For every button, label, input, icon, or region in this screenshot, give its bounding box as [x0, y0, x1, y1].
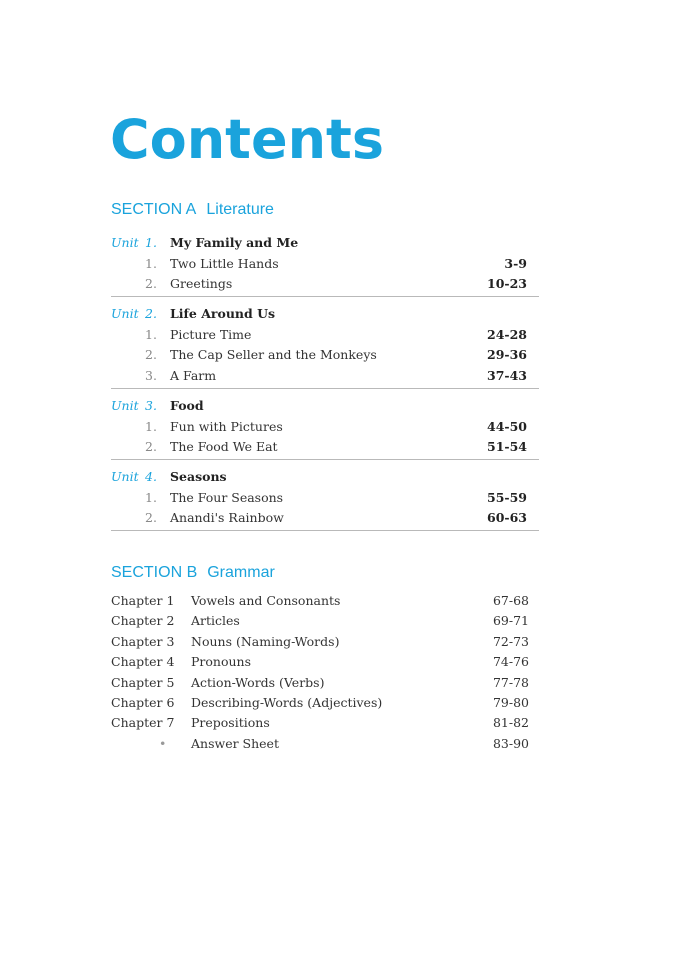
page-title: Contents [110, 108, 385, 171]
lesson-title: Two Little Hands [170, 255, 279, 271]
chapter-title: Articles [191, 613, 240, 629]
chapter-row [111, 632, 529, 652]
chapter-row [111, 611, 529, 631]
section-a-heading [111, 200, 274, 220]
lesson-index: 2. [145, 510, 157, 526]
unit-block [111, 467, 539, 531]
unit-title: Life Around Us [170, 306, 276, 322]
chapter-pages: 83-90 [492, 735, 529, 751]
unit-title: Seasons [170, 468, 227, 484]
chapter-title: Vowels and Consonants [191, 593, 341, 608]
unit-number: 1. [145, 235, 157, 250]
lesson-index: 2. [145, 439, 157, 455]
unit-header [111, 467, 539, 488]
lesson-index: 1. [145, 255, 157, 271]
unit-header [111, 304, 539, 325]
section-a-name: Literature [206, 201, 274, 218]
chapter-title: Action-Words (Verbs) [191, 674, 325, 690]
lesson-pages: 24-28 [487, 326, 527, 342]
unit-word: Unit [111, 468, 139, 484]
chapter-label: Chapter 4 [111, 654, 175, 670]
lesson-index: 2. [145, 347, 157, 363]
lesson-index: 1. [145, 418, 157, 434]
section-b-name: Grammar [207, 564, 275, 581]
unit-number: 4. [145, 468, 157, 484]
lesson-index: 3. [145, 368, 157, 384]
lesson-index: 2. [145, 276, 157, 292]
unit-number: 3. [145, 397, 157, 413]
chapter-label: Chapter 6 [111, 694, 175, 710]
lesson-title: The Food We Eat [170, 439, 278, 455]
chapter-pages: 72-73 [492, 633, 529, 649]
lesson-row [111, 417, 539, 438]
unit-block [111, 304, 539, 389]
chapter-row [111, 713, 529, 733]
lesson-title: The Four Seasons [170, 489, 284, 505]
chapter-row [111, 734, 529, 754]
lesson-pages: 10-23 [487, 276, 527, 292]
section-b-label: SECTION B [111, 564, 198, 581]
chapter-title: Describing-Words (Adjectives) [191, 694, 383, 710]
lesson-pages: 29-36 [487, 347, 527, 363]
lesson-index: 1. [145, 489, 157, 505]
chapter-label: Chapter 7 [111, 715, 175, 731]
chapter-row [111, 652, 529, 672]
lesson-pages: 55-59 [487, 489, 527, 505]
section-b-heading [111, 563, 275, 583]
chapter-label: Chapter 1 [111, 593, 175, 608]
lesson-title: Picture Time [170, 326, 252, 342]
chapter-pages: 81-82 [492, 715, 529, 731]
chapter-row [111, 673, 529, 693]
chapter-label: Chapter 2 [111, 613, 175, 629]
bullet-icon: • [159, 735, 167, 751]
chapter-label: Chapter 5 [111, 674, 175, 690]
unit-block [111, 233, 539, 297]
lesson-row [111, 274, 539, 295]
chapter-pages: 77-78 [492, 674, 529, 690]
chapter-pages: 69-71 [492, 613, 529, 629]
chapter-pages: 74-76 [492, 654, 529, 670]
unit-header [111, 233, 539, 254]
chapter-title: Nouns (Naming-Words) [191, 633, 340, 649]
lesson-pages: 51-54 [487, 439, 527, 455]
unit-word: Unit [111, 397, 139, 413]
lesson-title: The Cap Seller and the Monkeys [170, 347, 377, 363]
chapter-pages: 67-68 [492, 593, 529, 608]
unit-header [111, 396, 539, 417]
unit-block [111, 396, 539, 460]
unit-title: My Family and Me [170, 235, 299, 250]
lesson-row [111, 345, 539, 366]
unit-word: Unit [111, 235, 139, 250]
section-a-label: SECTION A [111, 201, 197, 218]
literature-unit-list [111, 233, 539, 538]
lesson-title: Anandi's Rainbow [170, 510, 284, 526]
lesson-row [111, 508, 539, 529]
lesson-title: Greetings [170, 276, 233, 292]
lesson-pages: 44-50 [487, 418, 527, 434]
lesson-pages: 37-43 [487, 368, 527, 384]
lesson-pages: 3-9 [504, 255, 527, 271]
chapter-title: Prepositions [191, 715, 270, 731]
lesson-row [111, 488, 539, 509]
lesson-pages: 60-63 [487, 510, 527, 526]
lesson-row [111, 437, 539, 458]
lesson-row [111, 366, 539, 387]
chapter-pages: 79-80 [492, 694, 529, 710]
chapter-row [111, 693, 529, 713]
lesson-title: Fun with Pictures [170, 418, 283, 434]
lesson-index: 1. [145, 326, 157, 342]
lesson-row [111, 325, 539, 346]
chapter-label: Chapter 3 [111, 633, 175, 649]
unit-title: Food [170, 397, 204, 413]
chapter-title: Pronouns [191, 654, 252, 670]
lesson-row [111, 254, 539, 275]
lesson-title: A Farm [170, 368, 217, 384]
grammar-chapter-list [111, 591, 529, 754]
chapter-row [111, 591, 529, 611]
unit-word: Unit [111, 306, 139, 322]
unit-number: 2. [145, 306, 157, 322]
chapter-title: Answer Sheet [191, 735, 279, 751]
